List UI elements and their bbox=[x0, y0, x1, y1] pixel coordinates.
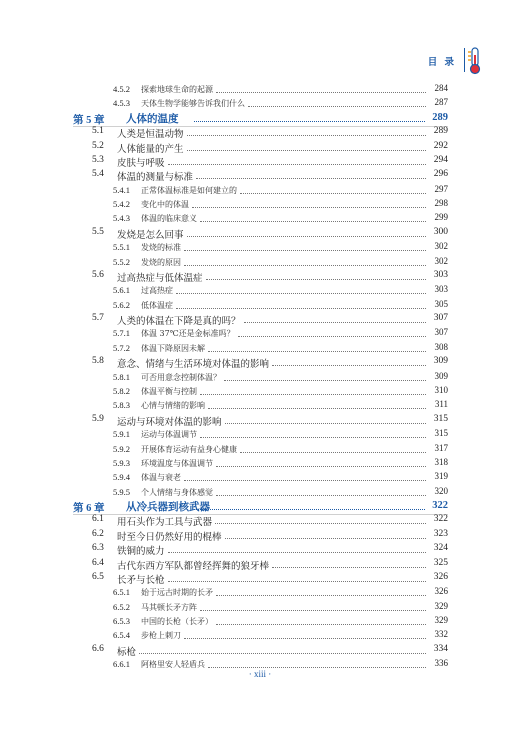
toc-entry-page: 319 bbox=[434, 471, 448, 482]
toc-entry-number: 5.6.1 bbox=[113, 285, 130, 296]
toc-dot-leader bbox=[200, 437, 426, 438]
toc-entry-page: 296 bbox=[433, 169, 448, 180]
toc-entry-page: 332 bbox=[434, 629, 448, 640]
toc-dot-leader bbox=[272, 567, 426, 568]
toc-entry-page: 307 bbox=[433, 313, 448, 324]
toc-entry-number: 5.8 bbox=[92, 356, 104, 367]
toc-entry-title: 从冷兵器到核武器 bbox=[126, 501, 210, 514]
toc-entry-number: 6.4 bbox=[92, 557, 104, 568]
toc-dot-leader bbox=[224, 380, 426, 381]
toc-entry-page: 320 bbox=[434, 485, 448, 496]
toc-dot-leader bbox=[200, 221, 426, 222]
toc-entry-number: 6.6 bbox=[92, 643, 104, 654]
toc-entry-number: 6.1 bbox=[92, 514, 104, 525]
toc-entry-number: 6.5.3 bbox=[113, 616, 130, 627]
toc-entry-page: 315 bbox=[433, 413, 448, 424]
toc-dot-leader bbox=[240, 452, 426, 453]
toc-entry-page: 297 bbox=[434, 183, 448, 194]
toc-entry-title: 古代东西方军队都曾经挥舞的狼牙棒 bbox=[117, 560, 270, 572]
toc-entry-title: 标枪 bbox=[117, 646, 137, 658]
toc-entry-number: 5.7 bbox=[92, 313, 104, 324]
toc-dot-leader bbox=[184, 638, 426, 639]
toc-dot-leader bbox=[168, 552, 426, 553]
toc-entry-title: 体温下降原因未解 bbox=[141, 343, 205, 353]
toc-entry-page: 305 bbox=[434, 298, 448, 309]
page-number: · xiii · bbox=[248, 669, 272, 679]
toc-entry-page: 334 bbox=[433, 643, 448, 654]
toc-entry-number: 5.8.2 bbox=[113, 385, 130, 396]
toc-dot-leader bbox=[200, 394, 426, 395]
toc-entry-number: 6.5.4 bbox=[113, 630, 130, 641]
toc-dot-leader bbox=[200, 610, 426, 611]
toc-entry-title: 体温平衡与控制 bbox=[141, 386, 197, 396]
toc-dot-leader bbox=[216, 92, 426, 93]
thermometer-icon bbox=[464, 46, 482, 76]
toc-entry-page: 299 bbox=[434, 212, 448, 223]
toc-entry-page: 311 bbox=[434, 399, 448, 410]
toc-entry-title: 用石头作为工具与武器 bbox=[117, 517, 213, 529]
toc-dot-leader bbox=[168, 581, 426, 582]
toc-entry-number: 6.5.2 bbox=[113, 601, 130, 612]
toc-entry-title: 人类是恒温动物 bbox=[117, 129, 184, 141]
toc-entry-number: 5.9.2 bbox=[113, 443, 130, 454]
toc-entry-number: 第 6 章 bbox=[73, 503, 105, 515]
toc-entry-title: 阿格里安人轻盾兵 bbox=[141, 660, 205, 670]
running-header-title: 目 录 bbox=[427, 57, 456, 68]
toc-dot-leader bbox=[216, 466, 426, 467]
toc-entry-page: 326 bbox=[434, 586, 448, 597]
toc-entry-title: 长矛与长枪 bbox=[117, 574, 165, 586]
toc-entry-number: 5.1 bbox=[92, 126, 104, 137]
toc-entry-number: 6.5.1 bbox=[113, 587, 130, 598]
toc-entry-title: 发烧的标准 bbox=[141, 243, 181, 253]
toc-entry-title: 过高热症与低体温症 bbox=[117, 272, 203, 284]
toc-entry-number: 6.2 bbox=[92, 528, 104, 539]
toc-entry-title: 体温的测量与标准 bbox=[117, 172, 194, 184]
toc-entry-page: 287 bbox=[434, 97, 448, 108]
toc-entry-title: 运动与环境对体温的影响 bbox=[117, 416, 222, 428]
toc-dot-leader bbox=[216, 495, 426, 496]
toc-dot-leader bbox=[216, 595, 426, 596]
toc-entry-page: 309 bbox=[434, 370, 448, 381]
toc-entry-title: 天体生物学能够告诉我们什么 bbox=[141, 99, 245, 109]
toc-entry-number: 5.4.3 bbox=[113, 213, 130, 224]
toc-entry-page: 329 bbox=[434, 600, 448, 611]
toc-entry-page: 325 bbox=[433, 557, 448, 568]
toc-entry-page: 322 bbox=[433, 514, 448, 525]
toc-entry-number: 6.6.1 bbox=[113, 659, 130, 670]
toc-entry-title: 意念、情绪与生活环境对体温的影响 bbox=[117, 359, 270, 371]
toc-entry-page: 326 bbox=[433, 571, 448, 582]
toc-entry-number: 5.9.3 bbox=[113, 457, 130, 468]
toc-entry-page: 323 bbox=[433, 528, 448, 539]
toc-entry-page: 317 bbox=[434, 442, 448, 453]
toc-entry-number: 5.5 bbox=[92, 226, 104, 237]
toc-dot-leader bbox=[187, 135, 426, 136]
toc-entry-page: 300 bbox=[433, 226, 448, 237]
toc-entry-title: 正常体温标准是如何建立的 bbox=[141, 185, 237, 195]
toc-entry-title: 环境温度与体温调节 bbox=[141, 458, 213, 468]
toc-entry-number: 5.5.2 bbox=[113, 256, 130, 267]
toc-entry-title: 运动与体温调节 bbox=[141, 430, 197, 440]
toc-entry-number: 5.2 bbox=[92, 140, 104, 151]
toc-entry-title: 发烧是怎么回事 bbox=[117, 229, 184, 241]
toc-entry-title: 始于远古时期的长矛 bbox=[141, 588, 213, 598]
toc-entry-page: 329 bbox=[434, 615, 448, 626]
toc-entry-page: 318 bbox=[434, 456, 448, 467]
toc-entry-number: 5.3 bbox=[92, 154, 104, 165]
toc-dot-leader bbox=[215, 523, 426, 524]
toc-entry-title: 人类的体温在下降是真的吗？ bbox=[117, 316, 241, 328]
toc-entry-page: 292 bbox=[433, 140, 448, 151]
toc-dot-leader bbox=[248, 106, 426, 107]
toc-dot-leader bbox=[240, 193, 426, 194]
toc-entry-title: 体温 37℃还是金标准吗？ bbox=[141, 329, 235, 339]
toc-entry-number: 5.4.2 bbox=[113, 199, 130, 210]
toc-entry-title: 开展体育运动有益身心健康 bbox=[141, 444, 237, 454]
toc-entry-page: 310 bbox=[434, 384, 448, 395]
toc-entry-number: 5.9.5 bbox=[113, 486, 130, 497]
toc-entry-number: 4.5.2 bbox=[113, 84, 130, 94]
toc-entry-number: 5.9.1 bbox=[113, 429, 130, 440]
toc-dot-leader bbox=[184, 480, 426, 481]
toc-entry-page: 307 bbox=[434, 327, 448, 338]
toc-dot-leader bbox=[194, 509, 425, 510]
toc-entry-page: 289 bbox=[433, 126, 448, 137]
toc-entry-page: 303 bbox=[433, 269, 448, 280]
toc-entry-page: 289 bbox=[432, 111, 448, 123]
toc-entry-number: 第 5 章 bbox=[73, 114, 105, 126]
toc-entry-page: 284 bbox=[434, 83, 448, 93]
toc-entry-number: 6.3 bbox=[92, 543, 104, 554]
toc-dot-leader bbox=[225, 423, 426, 424]
toc-entry-number: 5.9 bbox=[92, 413, 104, 424]
toc-entry-page: 309 bbox=[433, 356, 448, 367]
toc-entry-page: 302 bbox=[434, 255, 448, 266]
toc-dot-leader bbox=[176, 293, 426, 294]
toc-entry-title: 中国的长枪（长矛） bbox=[141, 617, 213, 627]
toc-entry-title: 铁铜的威力 bbox=[117, 546, 165, 558]
toc-dot-leader bbox=[244, 322, 426, 323]
toc-entry-number: 5.6.2 bbox=[113, 299, 130, 310]
toc-entry-page: 298 bbox=[434, 198, 448, 209]
toc-entry-page: 294 bbox=[433, 154, 448, 165]
toc-entry-title: 体温的临床意义 bbox=[141, 214, 197, 224]
toc-entry-title: 可否用意念控制体温？ bbox=[141, 372, 221, 382]
toc-entry-number: 5.7.1 bbox=[113, 328, 130, 339]
toc-dot-leader bbox=[272, 365, 426, 366]
toc-dot-leader bbox=[196, 178, 426, 179]
toc-dot-leader bbox=[187, 236, 426, 237]
toc-dot-leader bbox=[216, 624, 426, 625]
toc-entry-title: 人体的温度 bbox=[126, 112, 179, 125]
toc-dot-leader bbox=[208, 351, 426, 352]
toc-entry-number: 5.5.1 bbox=[113, 242, 130, 253]
toc-entry-number: 5.9.4 bbox=[113, 472, 130, 483]
toc-entry-title: 心情与情绪的影响 bbox=[141, 401, 205, 411]
toc-entry-title: 皮肤与呼吸 bbox=[117, 157, 165, 169]
toc-dot-leader bbox=[206, 279, 426, 280]
toc-entry-title: 个人情绪与身体感觉 bbox=[141, 487, 213, 497]
toc-entry-page: 303 bbox=[434, 284, 448, 295]
toc-dot-leader bbox=[184, 250, 426, 251]
toc-entry-number: 5.8.3 bbox=[113, 400, 130, 411]
toc-dot-leader bbox=[187, 150, 426, 151]
toc-entry-number: 6.5 bbox=[92, 571, 104, 582]
toc-dot-leader bbox=[194, 121, 425, 122]
toc-entry-page: 324 bbox=[433, 543, 448, 554]
toc-entry-number: 4.5.3 bbox=[113, 98, 130, 109]
toc-entry-title: 体温与衰老 bbox=[141, 473, 181, 483]
toc-entry-number: 5.7.2 bbox=[113, 342, 130, 353]
toc-dot-leader bbox=[176, 308, 426, 309]
toc-dot-leader bbox=[238, 336, 426, 337]
toc-entry-title: 过高热症 bbox=[141, 286, 173, 296]
toc-entry-number: 5.6 bbox=[92, 269, 104, 280]
toc-dot-leader bbox=[184, 265, 426, 266]
toc-entry-title: 发烧的原因 bbox=[141, 257, 181, 267]
toc-dot-leader bbox=[225, 538, 426, 539]
toc-dot-leader bbox=[208, 408, 426, 409]
toc-entry-page: 322 bbox=[432, 500, 448, 512]
toc-entry-title: 探索地球生命的起源 bbox=[141, 85, 213, 94]
toc-entry-page: 315 bbox=[434, 428, 448, 439]
toc-entry-title: 低体温症 bbox=[141, 300, 173, 310]
toc-entry-title: 变化中的体温 bbox=[141, 200, 189, 210]
toc-entry-title: 马其顿长矛方阵 bbox=[141, 602, 197, 612]
toc-entry-number: 5.8.1 bbox=[113, 371, 130, 382]
toc-entry-page: 336 bbox=[434, 658, 448, 669]
toc-entry-page: 302 bbox=[434, 241, 448, 252]
toc-entry-number: 5.4 bbox=[92, 169, 104, 180]
toc-dot-leader bbox=[168, 164, 426, 165]
toc-entry-page: 308 bbox=[434, 341, 448, 352]
toc-dot-leader bbox=[139, 653, 426, 654]
toc-entry-title: 步枪上刺刀 bbox=[141, 631, 181, 641]
toc-entry-title: 时至今日仍然好用的棍棒 bbox=[117, 531, 222, 543]
toc-entry-title: 人体能量的产生 bbox=[117, 143, 184, 155]
toc-dot-leader bbox=[192, 207, 426, 208]
toc-entry-number: 5.4.1 bbox=[113, 184, 130, 195]
